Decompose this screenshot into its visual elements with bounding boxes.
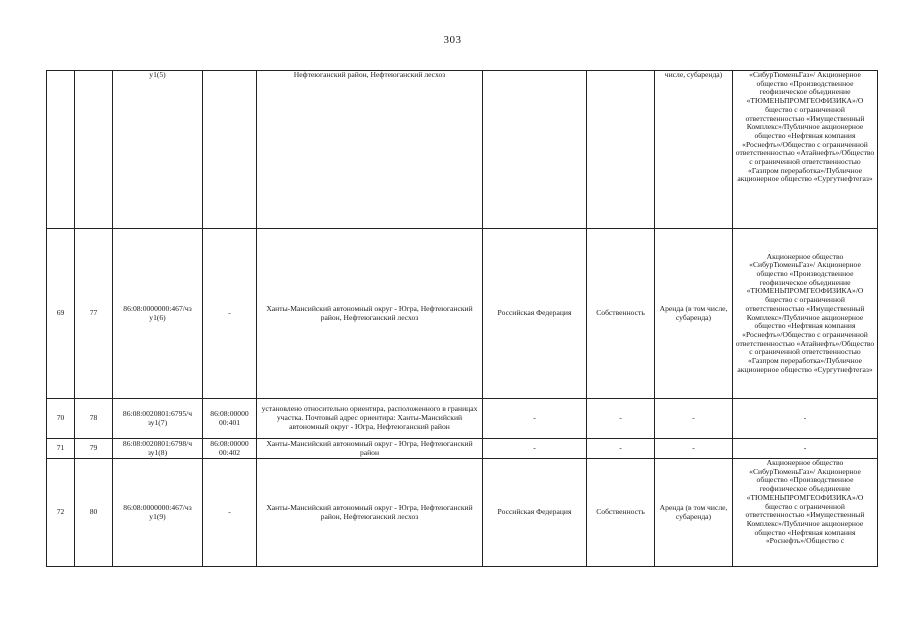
table-row [47, 399, 878, 439]
encumbrance: Аренда (в том числе, субаренда) [655, 229, 733, 399]
address: Нефтеюганский район, Нефтеюганский лесхоз [257, 71, 483, 229]
land-parcel-table [46, 70, 878, 567]
cadastral-quarter: 86:08:00000 00:401 [203, 399, 257, 439]
row-number: 70 [47, 399, 75, 439]
encumbrance: числе, субаренда) [655, 71, 733, 229]
owner: Российская Федерация [483, 459, 587, 567]
table-row [47, 71, 878, 229]
page-number: 303 [443, 34, 462, 46]
row-number: 71 [47, 439, 75, 459]
address: Ханты-Мансийский автономный округ - Югра, Нефтеюганский район, Нефтеюганский лесхоз [257, 459, 483, 567]
cadastral-number: 86:08:0020801:6795/ч зу1(7) [113, 399, 203, 439]
table-row [47, 229, 878, 399]
row-sequence: 79 [75, 439, 113, 459]
right-holders: Акционерное общество «СибурТюменьГаз»/ Акционерное общество «Производственное геофизическое объединение «ТЮМЕНЬПРОМГЕОФИЗИКА»/О бщество с ограниченной ответственностью «Имущественный Комплекс»/Публичное акционерное общество «Нефтяная компания «Роснефть»/Общество с [733, 459, 878, 567]
row-number: 69 [47, 229, 75, 399]
right-holders: Акционерное общество «СибурТюменьГаз»/ Акционерное общество «Производственное геофизическое объединение «ТЮМЕНЬПРОМГЕОФИЗИКА»/О бщество с ограниченной ответственностью «Имущественный Комплекс»/Публичное акционерное общество «Нефтяная компания «Роснефть»/Общество с ограниченной ответственностью «Атайнефть»/Общество с ограниченной ответственностью «Газпром переработка»/Публичное акционерное общество «Сургутнефтегаз» [733, 229, 878, 399]
right-holders: - [733, 439, 878, 459]
right-type [587, 71, 655, 229]
encumbrance: - [655, 399, 733, 439]
right-type: - [587, 399, 655, 439]
cadastral-quarter: - [203, 459, 257, 567]
row-number: 72 [47, 459, 75, 567]
cadastral-quarter: - [203, 229, 257, 399]
owner: - [483, 439, 587, 459]
address: Ханты-Мансийский автономный округ - Югра, Нефтеюганский район, Нефтеюганский лесхоз [257, 229, 483, 399]
encumbrance: Аренда (в том числе, субаренда) [655, 459, 733, 567]
table-row [47, 459, 878, 567]
cadastral-number: 86:08:0000000:467/чз у1(6) [113, 229, 203, 399]
owner [483, 71, 587, 229]
right-type: Собственность [587, 459, 655, 567]
table-row [47, 439, 878, 459]
row-sequence: 78 [75, 399, 113, 439]
encumbrance: - [655, 439, 733, 459]
address: Ханты-Мансийский автономный округ - Югра, Нефтеюганский район [257, 439, 483, 459]
right-holders: «СибурТюменьГаз»/ Акционерное общество «Производственное геофизическое объединение «ТЮМЕНЬПРОМГЕОФИЗИКА»/О бщество с ограниченной ответственностью «Имущественный Комплекс»/Публичное акционерное общество «Нефтяная компания «Роснефть»/Общество с ограниченной ответственностью «Атайнефть»/Общество с ограниченной ответственностью «Газпром переработка»/Публичное акционерное общество «Сургутнефтегаз» [733, 71, 878, 229]
cadastral-number: у1(5) [113, 71, 203, 229]
row-number [47, 71, 75, 229]
row-sequence: 77 [75, 229, 113, 399]
right-holders: - [733, 399, 878, 439]
cadastral-quarter: 86:08:00000 00:402 [203, 439, 257, 459]
cadastral-number: 86:08:0000000:467/чз у1(9) [113, 459, 203, 567]
owner: Российская Федерация [483, 229, 587, 399]
address: установлено относительно ориентира, расположенного в границах участка. Почтовый адрес ориентира: Ханты-Мансийский автономный округ - Югра, Нефтеюганский район [257, 399, 483, 439]
cadastral-quarter [203, 71, 257, 229]
row-sequence: 80 [75, 459, 113, 567]
row-sequence [75, 71, 113, 229]
owner: - [483, 399, 587, 439]
right-type: - [587, 439, 655, 459]
right-type: Собственность [587, 229, 655, 399]
cadastral-number: 86:08:0020801:6798/ч зу1(8) [113, 439, 203, 459]
